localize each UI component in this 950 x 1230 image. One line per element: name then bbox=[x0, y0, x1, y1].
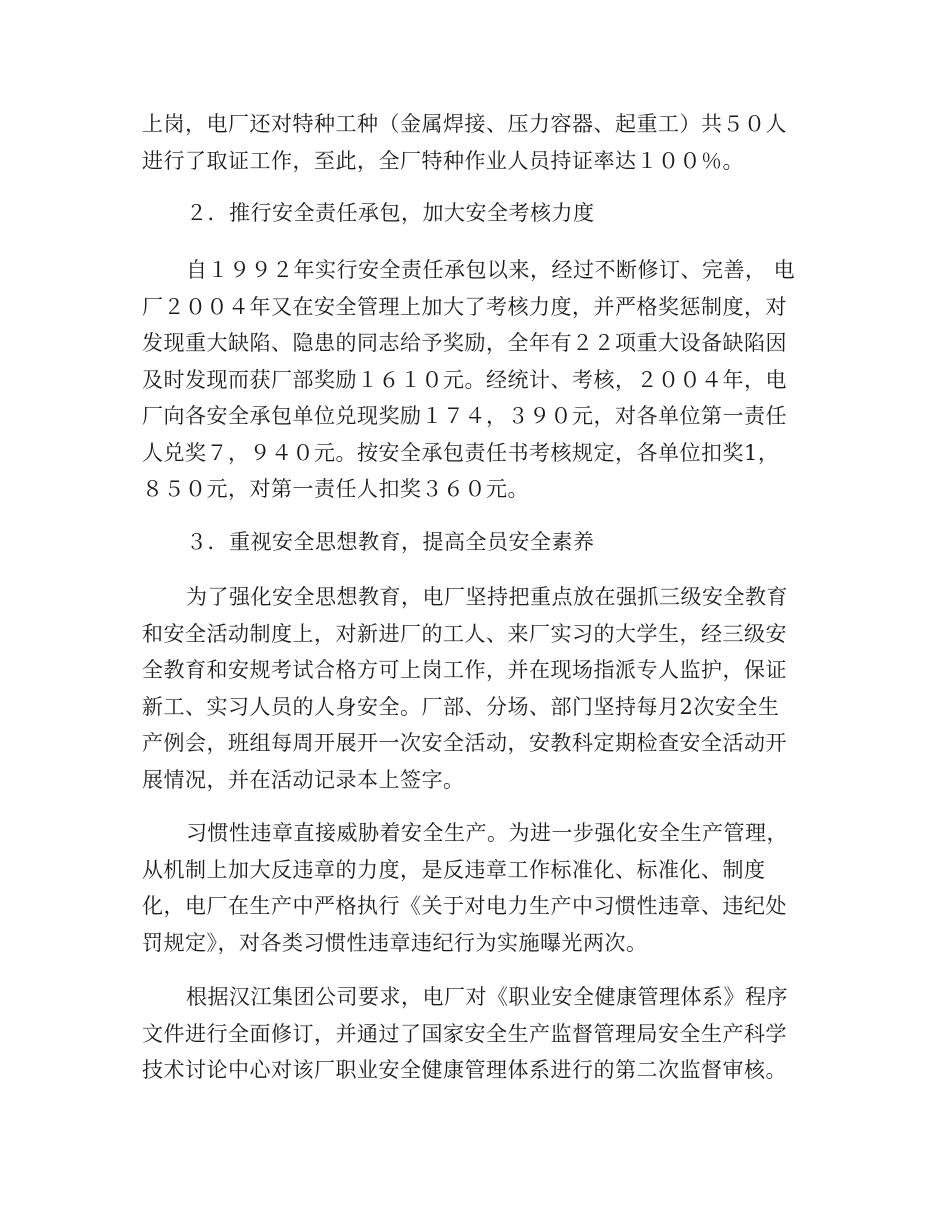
section-heading-text: ２．推行安全责任承包，加大安全考核力度 bbox=[186, 201, 595, 225]
paragraph-line: 发现重大缺陷、隐患的同志给予奖励，全年有２２项重大设备缺陷因 bbox=[142, 331, 787, 355]
paragraph-line: 从机制上加大反违章的力度，是反违章工作标准化、标准化、制度 bbox=[142, 857, 766, 882]
paragraph-line: 和安全活动制度上，对新进厂的工人、来厂实习的大学生，经三级安 bbox=[142, 621, 787, 646]
section-heading-3 bbox=[142, 524, 810, 561]
paragraph-line: 习惯性违章直接威胁着安全生产。为进一步强化安全生产管理， bbox=[186, 821, 788, 845]
paragraph-line: 厂向各安全承包单位兑现奖励１７４，３９０元，对各单位第一责任 bbox=[142, 404, 787, 428]
paragraph-line: 及时发现而获厂部奖励１６１０元。经统计、考核，２００４年，电 bbox=[142, 367, 787, 392]
paragraph-1 bbox=[142, 106, 810, 179]
paragraph-line: 产例会，班组每周开展开一次安全活动，安教科定期检查安全活动开 bbox=[142, 731, 787, 755]
paragraph-line: 展情况，并在活动记录本上签字。 bbox=[142, 767, 465, 792]
paragraph-line: 为了强化安全思想教育，电厂坚持把重点放在强抓三级安全教育 bbox=[186, 585, 788, 609]
paragraph-line: 技术讨论中心对该厂职业安全健康管理体系进行的第二次监督审核。 bbox=[142, 1058, 787, 1082]
paragraph-line: ８５０元，对第一责任人扣奖３６０元。 bbox=[142, 477, 529, 501]
paragraph-line: 新工、实习人员的人身安全。厂部、分场、部门坚持每月2次安全生 bbox=[142, 694, 780, 719]
paragraph-line: 进行了取证工作，至此，全厂特种作业人员持证率达１００％。 bbox=[142, 148, 744, 173]
paragraph-line: 罚规定》，对各类习惯性违章违纪行为实施曝光两次。 bbox=[142, 930, 648, 955]
section-heading-text: ３．重视安全思想教育，提高全员安全素养 bbox=[186, 530, 595, 554]
paragraph-line: 根据汉江集团公司要求，电厂对《职业安全健康管理体系》程序 bbox=[186, 985, 788, 1009]
paragraph-line: 厂２００４年又在安全管理上加大了考核力度，并严格奖惩制度，对 bbox=[142, 294, 787, 319]
paragraph-3 bbox=[142, 579, 810, 798]
paragraph-line: 化，电厂在生产中严格执行《关于对电力生产中习惯性违章、违纪处 bbox=[142, 894, 787, 918]
paragraph-line: 上岗，电厂还对特种工种（金属焊接、压力容器、起重工）共５０人 bbox=[142, 112, 787, 136]
paragraph-2 bbox=[142, 252, 810, 508]
paragraph-line: 全教育和安规考试合格方可上岗工作，并在现场指派专人监护，保证 bbox=[142, 658, 787, 682]
paragraph-line: 自１９９２年实行安全责任承包以来，经过不断修订、完善， 电 bbox=[186, 258, 796, 282]
paragraph-5 bbox=[142, 979, 810, 1089]
paragraph-4 bbox=[142, 815, 810, 961]
paragraph-line: 文件进行全面修订，并通过了国家安全生产监督管理局安全生产科学 bbox=[142, 1021, 787, 1046]
paragraph-line: 人兑奖７，９４０元。按安全承包责任书考核规定，各单位扣奖1， bbox=[142, 440, 780, 465]
section-heading-2 bbox=[142, 195, 810, 232]
